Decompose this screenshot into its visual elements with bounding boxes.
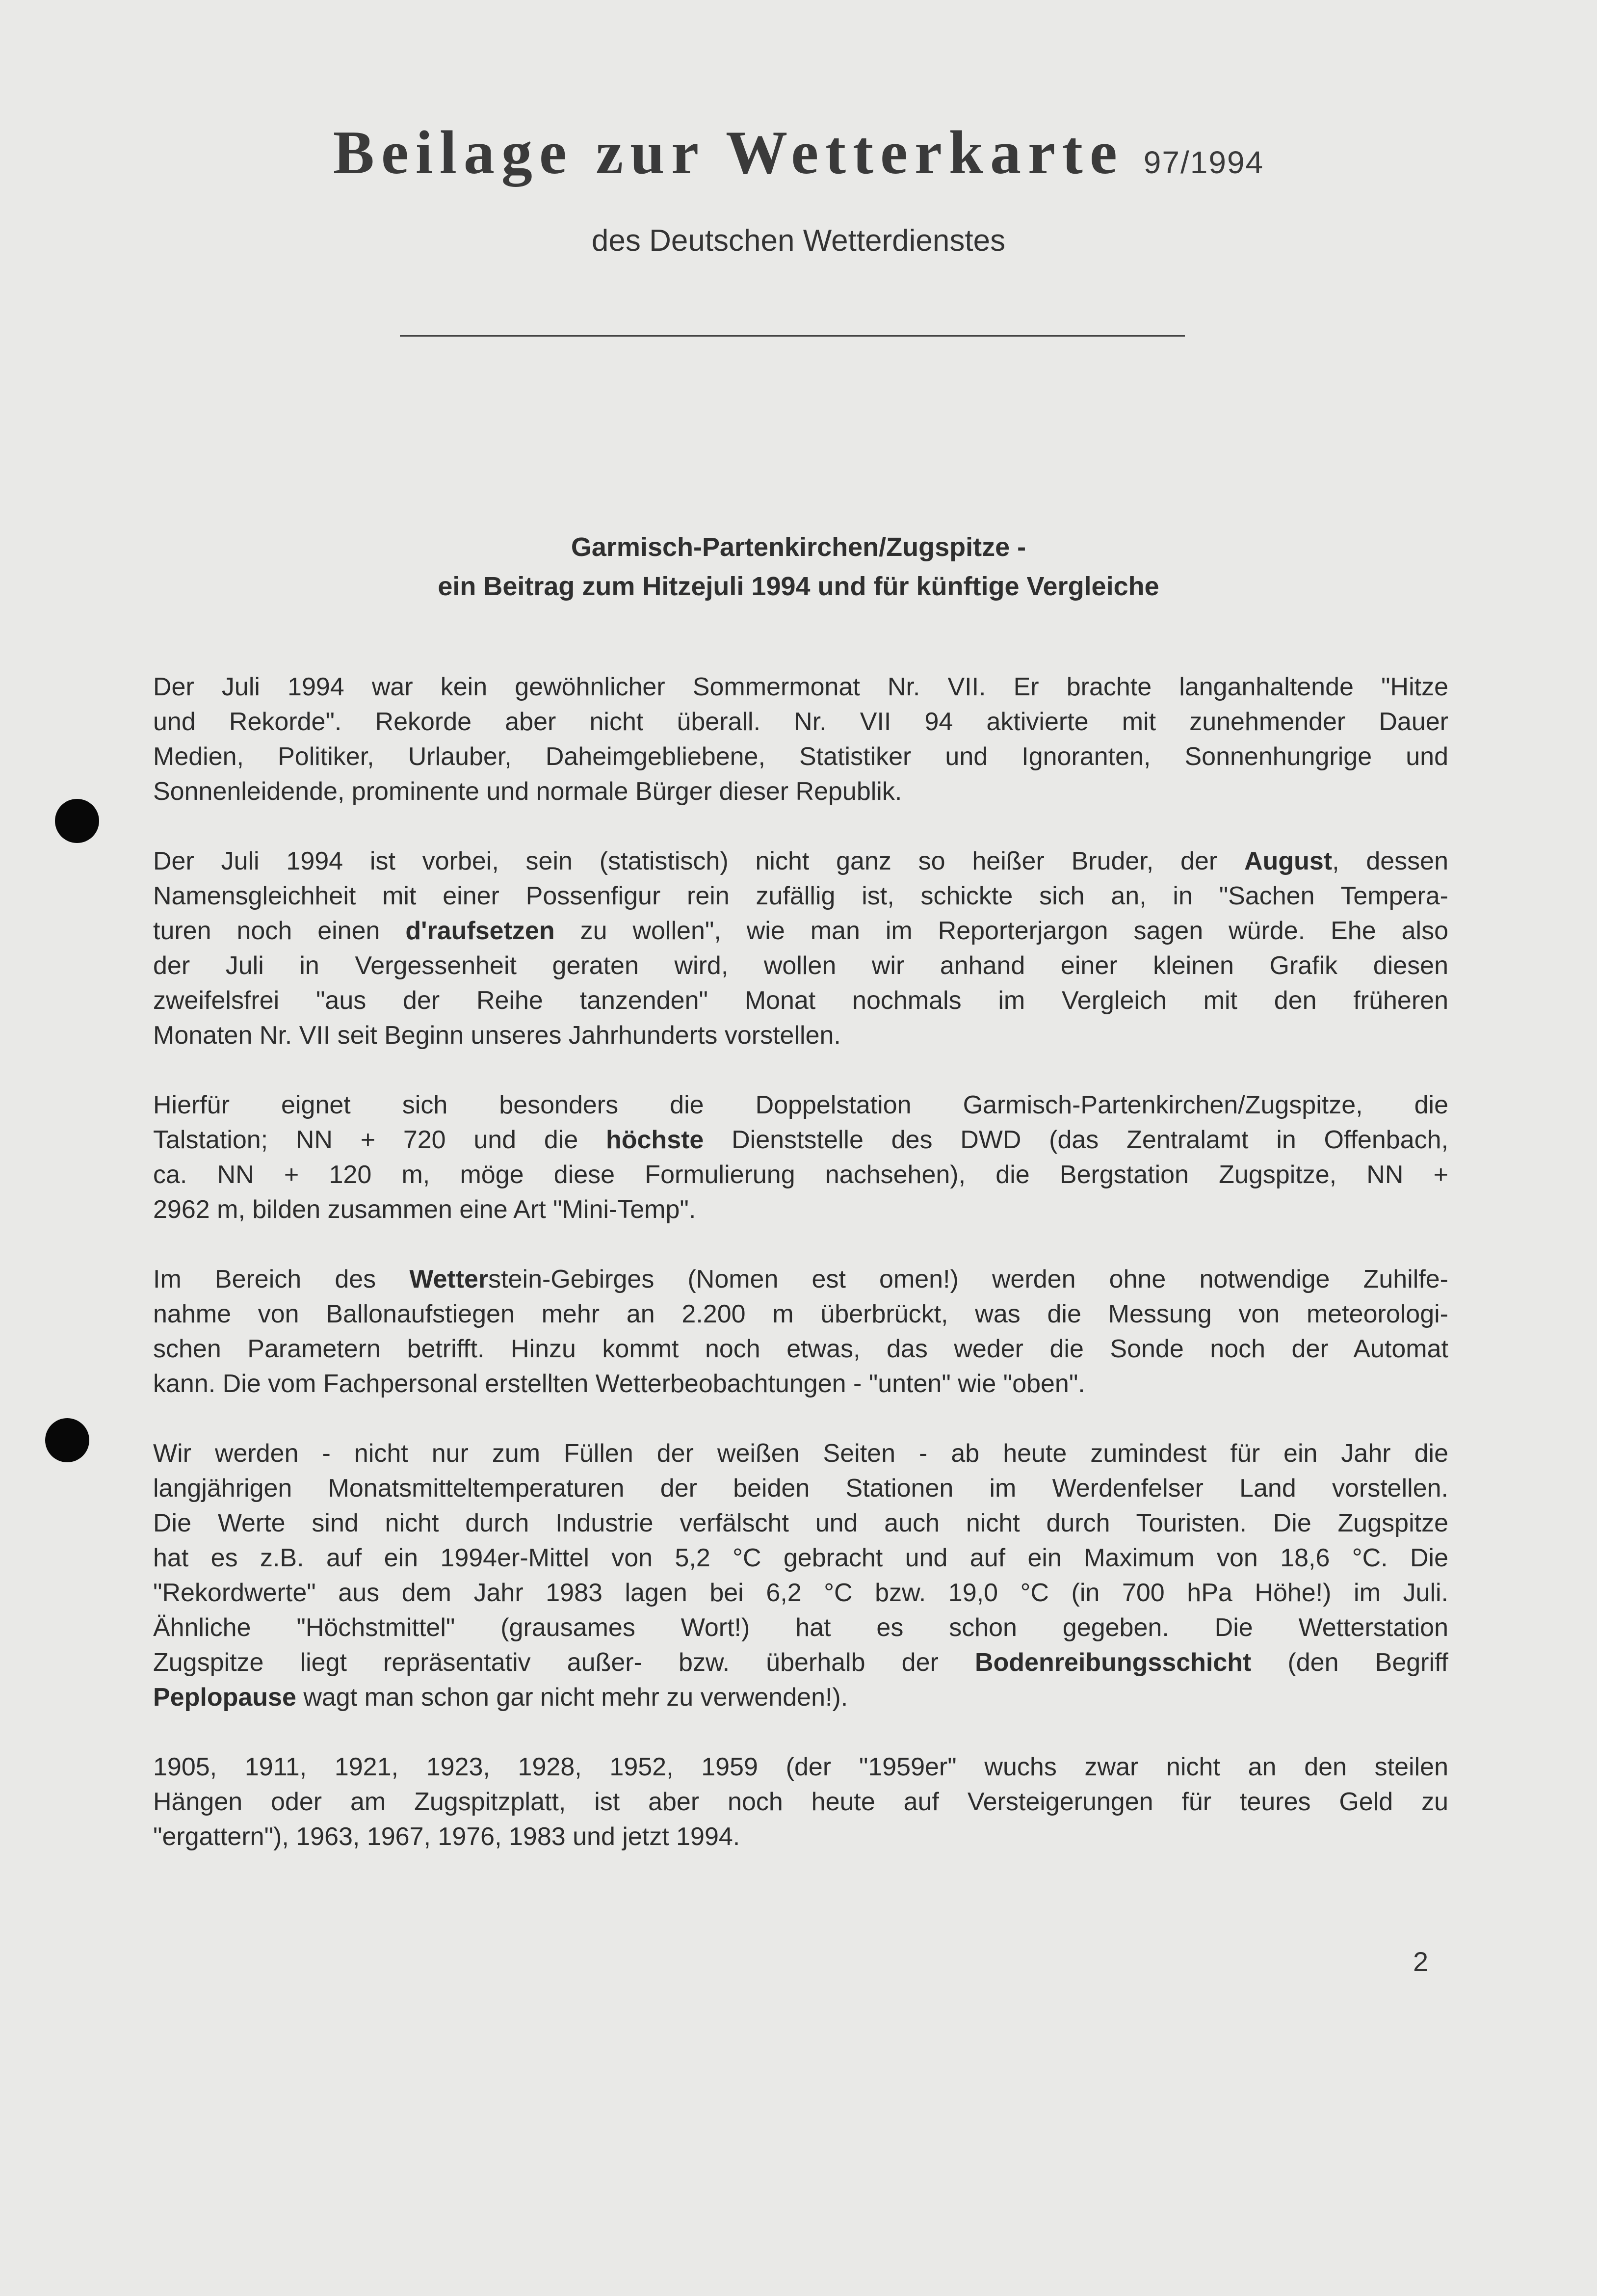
header-divider	[400, 335, 1185, 337]
text-run: , dessen	[1332, 847, 1449, 875]
text-line: Die Werte sind nicht durch Industrie verfälscht und auch nicht durch Touristen. Die Zugspitze	[153, 1509, 1448, 1537]
issue-number: 97/1994	[1143, 145, 1264, 180]
text-line: Der Juli 1994 war kein gewöhnlicher Sommermonat Nr. VII. Er brachte langanhaltende "Hitze	[153, 673, 1448, 701]
text-line: der Juli in Vergessenheit geraten wird, wollen wir anhand einer kleinen Grafik diesen	[153, 951, 1448, 980]
text-line: und Rekorde". Rekorde aber nicht überall. Nr. VII 94 aktivierte mit zunehmender Dauer	[153, 708, 1448, 736]
paragraph-6	[153, 1750, 1448, 1854]
text-line	[153, 1680, 1448, 1715]
publisher-subtitle: des Deutschen Wetterdienstes	[591, 224, 1006, 258]
bold-term-august: August	[1244, 847, 1333, 875]
document-title: Beilage zur Wetterkarte	[333, 119, 1124, 187]
paragraph-1	[153, 670, 1448, 809]
text-run: Dienststelle des DWD (das Zentralamt in Offenbach,	[704, 1126, 1448, 1154]
text-line: langjährigen Monatsmitteltemperaturen der beiden Stationen im Werdenfelser Land vorstellen.	[153, 1474, 1448, 1503]
bold-term-hoechste: höchste	[605, 1126, 704, 1154]
text-run: stein-Gebirges (Nomen est omen!) werden ohne notwendige Zuhilfe-	[488, 1265, 1448, 1293]
text-line: Ähnliche "Höchstmittel" (grausames Wort!) hat es schon gegeben. Die Wetterstation	[153, 1613, 1448, 1642]
paragraph-3	[153, 1088, 1448, 1227]
punch-hole	[45, 1418, 89, 1462]
bold-term-bodenreibungsschicht: Bodenreibungsschicht	[974, 1648, 1252, 1677]
page-number: 2	[1413, 1946, 1429, 1977]
paragraph-4	[153, 1262, 1448, 1401]
text-run: turen noch einen	[153, 917, 406, 945]
text-line: zweifelsfrei "aus der Reihe tanzenden" Monat nochmals im Vergleich mit den früheren	[153, 986, 1448, 1015]
text-line: "Rekordwerte" aus dem Jahr 1983 lagen bei 6,2 °C bzw. 19,0 °C (in 700 hPa Höhe!) im Juli.	[153, 1579, 1448, 1607]
punch-hole	[55, 799, 99, 843]
text-run: (den Begriff	[1251, 1648, 1448, 1677]
text-line	[153, 844, 1448, 879]
text-line: 2962 m, bilden zusammen eine Art "Mini-Temp".	[153, 1195, 696, 1224]
article-title	[0, 528, 1597, 606]
article-body	[153, 670, 1448, 1889]
text-line: Medien, Politiker, Urlauber, Daheimgebliebene, Statistiker und Ignoranten, Sonnenhungrige und	[153, 742, 1448, 771]
text-line	[153, 914, 1448, 949]
article-title-line-1: Garmisch-Partenkirchen/Zugspitze -	[571, 532, 1026, 562]
text-line: nahme von Ballonaufstiegen mehr an 2.200 m überbrückt, was die Messung von meteorologi-	[153, 1300, 1448, 1328]
text-line: Sonnenleidende, prominente und normale Bürger dieser Republik.	[153, 777, 902, 806]
text-line: Monaten Nr. VII seit Beginn unseres Jahrhunderts vorstellen.	[153, 1021, 841, 1050]
text-run: Der Juli 1994 ist vorbei, sein (statistisch) nicht ganz so heißer Bruder, der	[153, 847, 1244, 875]
paragraph-5	[153, 1436, 1448, 1715]
bold-term-wetter: Wetter	[409, 1265, 489, 1293]
paragraph-2	[153, 844, 1448, 1053]
article-title-line-2: ein Beitrag zum Hitzejuli 1994 und für künftige Vergleiche	[438, 572, 1159, 601]
text-run: Talstation; NN + 720 und die	[153, 1126, 606, 1154]
text-line: kann. Die vom Fachpersonal erstellten Wetterbeobachtungen - "unten" wie "oben".	[153, 1370, 1085, 1398]
bold-term-draufsetzen: d'raufsetzen	[405, 917, 555, 945]
bold-term-peplopause: Peplopause	[153, 1683, 296, 1712]
text-line: schen Parametern betrifft. Hinzu kommt noch etwas, das weder die Sonde noch der Automat	[153, 1335, 1448, 1363]
document-header	[0, 118, 1597, 188]
text-line: ca. NN + 120 m, möge diese Formulierung nachsehen), die Bergstation Zugspitze, NN +	[153, 1161, 1448, 1189]
text-line: Namensgleichheit mit einer Possenfigur rein zufällig ist, schickte sich an, in "Sachen Tempera-	[153, 882, 1448, 910]
text-run: Im Bereich des	[153, 1265, 410, 1293]
text-line: "ergattern"), 1963, 1967, 1976, 1983 und jetzt 1994.	[153, 1822, 740, 1851]
text-line: Hierfür eignet sich besonders die Doppelstation Garmisch-Partenkirchen/Zugspitze, die	[153, 1091, 1448, 1119]
text-run: zu wollen", wie man im Reporterjargon sagen würde. Ehe also	[554, 917, 1448, 945]
text-run: Zugspitze liegt repräsentativ außer- bzw. überhalb der	[153, 1648, 975, 1677]
text-line: 1905, 1911, 1921, 1923, 1928, 1952, 1959 (der "1959er" wuchs zwar nicht an den steilen	[153, 1753, 1448, 1781]
text-run: wagt man schon gar nicht mehr zu verwenden!).	[296, 1683, 848, 1712]
text-line: Wir werden - nicht nur zum Füllen der weißen Seiten - ab heute zumindest für ein Jahr die	[153, 1439, 1448, 1468]
text-line	[153, 1262, 1448, 1297]
text-line	[153, 1123, 1448, 1158]
text-line	[153, 1645, 1448, 1680]
text-line: Hängen oder am Zugspitzplatt, ist aber noch heute auf Versteigerungen für teures Geld zu	[153, 1788, 1448, 1816]
text-line: hat es z.B. auf ein 1994er-Mittel von 5,2 °C gebracht und auf ein Maximum von 18,6 °C. Die	[153, 1544, 1448, 1572]
